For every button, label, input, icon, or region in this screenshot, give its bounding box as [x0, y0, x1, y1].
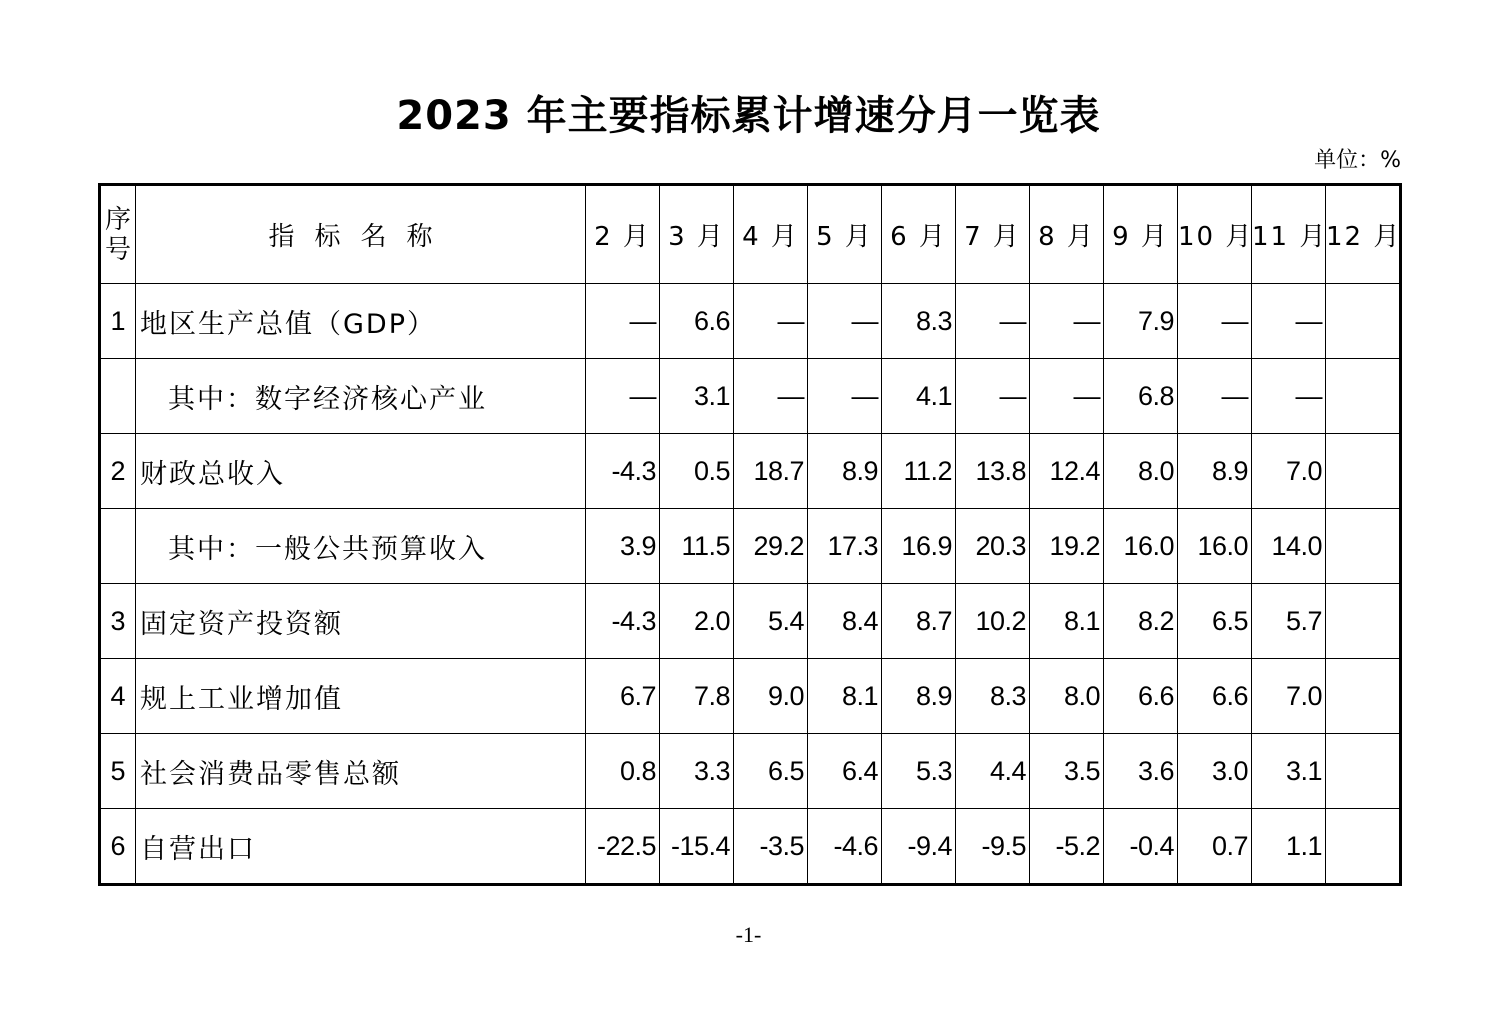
row-value: -3.5	[734, 809, 808, 885]
row-seq: 6	[100, 809, 136, 885]
row-indicator-name: 固定资产投资额	[136, 584, 586, 659]
row-value: 8.9	[882, 659, 956, 734]
row-value: 9.0	[734, 659, 808, 734]
row-value: 11.5	[660, 509, 734, 584]
row-value: 13.8	[956, 434, 1030, 509]
row-value: 16.0	[1178, 509, 1252, 584]
header-month: 8 月	[1030, 185, 1104, 284]
table-row	[100, 509, 1401, 584]
row-value: 12.4	[1030, 434, 1104, 509]
row-seq	[100, 359, 136, 434]
row-value	[1326, 434, 1401, 509]
row-value: 8.9	[1178, 434, 1252, 509]
row-value: 3.1	[660, 359, 734, 434]
row-value	[1326, 734, 1401, 809]
row-value: -9.5	[956, 809, 1030, 885]
row-value: 5.4	[734, 584, 808, 659]
row-indicator-name: 其中：一般公共预算收入	[136, 509, 586, 584]
row-value: 8.0	[1030, 659, 1104, 734]
row-value: 8.7	[882, 584, 956, 659]
row-seq: 5	[100, 734, 136, 809]
row-value: —	[1030, 359, 1104, 434]
row-value: —	[1252, 284, 1326, 359]
header-month: 2 月	[586, 185, 660, 284]
table-row	[100, 734, 1401, 809]
row-value: 6.5	[1178, 584, 1252, 659]
row-value: -4.3	[586, 434, 660, 509]
row-value: 17.3	[808, 509, 882, 584]
row-value: —	[1178, 359, 1252, 434]
row-value: 16.9	[882, 509, 956, 584]
row-value: 3.3	[660, 734, 734, 809]
row-value: —	[1030, 284, 1104, 359]
row-value: 3.9	[586, 509, 660, 584]
row-value: —	[586, 284, 660, 359]
row-value: 8.1	[1030, 584, 1104, 659]
row-value: —	[1178, 284, 1252, 359]
row-value: 6.6	[1178, 659, 1252, 734]
row-value: 1.1	[1252, 809, 1326, 885]
table-row	[100, 359, 1401, 434]
row-value: -22.5	[586, 809, 660, 885]
row-value: 16.0	[1104, 509, 1178, 584]
row-seq	[100, 509, 136, 584]
row-indicator-name: 规上工业增加值	[136, 659, 586, 734]
row-value: 20.3	[956, 509, 1030, 584]
row-value: 5.3	[882, 734, 956, 809]
row-value: 6.8	[1104, 359, 1178, 434]
indicator-table	[98, 183, 1402, 886]
table-row	[100, 584, 1401, 659]
row-value: 14.0	[1252, 509, 1326, 584]
header-month: 12 月	[1326, 185, 1401, 284]
row-indicator-name: 地区生产总值（GDP）	[136, 284, 586, 359]
row-value: 8.9	[808, 434, 882, 509]
row-value: -4.6	[808, 809, 882, 885]
row-value: —	[586, 359, 660, 434]
row-indicator-name: 财政总收入	[136, 434, 586, 509]
row-value: 18.7	[734, 434, 808, 509]
row-value: -9.4	[882, 809, 956, 885]
table-header-row	[100, 185, 1401, 284]
page-title: 2023 年主要指标累计增速分月一览表	[396, 93, 1101, 139]
row-value: 3.1	[1252, 734, 1326, 809]
row-value: 0.8	[586, 734, 660, 809]
table-row	[100, 434, 1401, 509]
row-value: 6.6	[1104, 659, 1178, 734]
row-value: 6.7	[586, 659, 660, 734]
row-value: 8.3	[882, 284, 956, 359]
header-month: 11 月	[1252, 185, 1326, 284]
row-value: 7.8	[660, 659, 734, 734]
row-value: 0.7	[1178, 809, 1252, 885]
row-seq: 4	[100, 659, 136, 734]
row-value	[1326, 284, 1401, 359]
row-seq: 2	[100, 434, 136, 509]
header-month: 7 月	[956, 185, 1030, 284]
row-value: 6.5	[734, 734, 808, 809]
row-value: 29.2	[734, 509, 808, 584]
row-value: —	[808, 284, 882, 359]
row-value: 3.0	[1178, 734, 1252, 809]
row-value: 6.4	[808, 734, 882, 809]
row-value: 3.5	[1030, 734, 1104, 809]
row-value: —	[956, 284, 1030, 359]
row-value: 19.2	[1030, 509, 1104, 584]
row-value: —	[734, 359, 808, 434]
row-value: 7.0	[1252, 434, 1326, 509]
row-value	[1326, 584, 1401, 659]
row-value: 8.3	[956, 659, 1030, 734]
unit-label: 单位：%	[1314, 148, 1401, 173]
header-month: 10 月	[1178, 185, 1252, 284]
header-month: 3 月	[660, 185, 734, 284]
row-indicator-name: 其中：数字经济核心产业	[136, 359, 586, 434]
row-value: 5.7	[1252, 584, 1326, 659]
row-value: 6.6	[660, 284, 734, 359]
row-value	[1326, 509, 1401, 584]
row-value: 0.5	[660, 434, 734, 509]
row-seq: 1	[100, 284, 136, 359]
header-month: 9 月	[1104, 185, 1178, 284]
row-value: 8.4	[808, 584, 882, 659]
header-month: 5 月	[808, 185, 882, 284]
row-value: 11.2	[882, 434, 956, 509]
header-month: 4 月	[734, 185, 808, 284]
row-indicator-name: 自营出口	[136, 809, 586, 885]
table-body	[100, 284, 1401, 885]
page-number: -1-	[735, 922, 762, 947]
table-row	[100, 809, 1401, 885]
row-value: 4.1	[882, 359, 956, 434]
row-value: —	[956, 359, 1030, 434]
row-indicator-name: 社会消费品零售总额	[136, 734, 586, 809]
row-value: 8.2	[1104, 584, 1178, 659]
row-seq: 3	[100, 584, 136, 659]
row-value: —	[734, 284, 808, 359]
row-value: —	[1252, 359, 1326, 434]
row-value: —	[808, 359, 882, 434]
row-value: 7.0	[1252, 659, 1326, 734]
table-row	[100, 659, 1401, 734]
row-value: 2.0	[660, 584, 734, 659]
row-value: -4.3	[586, 584, 660, 659]
row-value: 4.4	[956, 734, 1030, 809]
row-value: 10.2	[956, 584, 1030, 659]
row-value	[1326, 809, 1401, 885]
header-indicator-name: 指标名称	[136, 185, 586, 284]
row-value	[1326, 659, 1401, 734]
row-value: 8.0	[1104, 434, 1178, 509]
header-seq: 序 号	[100, 185, 136, 284]
row-value: 7.9	[1104, 284, 1178, 359]
row-value	[1326, 359, 1401, 434]
row-value: 8.1	[808, 659, 882, 734]
row-value: -5.2	[1030, 809, 1104, 885]
table-row	[100, 284, 1401, 359]
row-value: -0.4	[1104, 809, 1178, 885]
row-value: 3.6	[1104, 734, 1178, 809]
row-value: -15.4	[660, 809, 734, 885]
header-month: 6 月	[882, 185, 956, 284]
